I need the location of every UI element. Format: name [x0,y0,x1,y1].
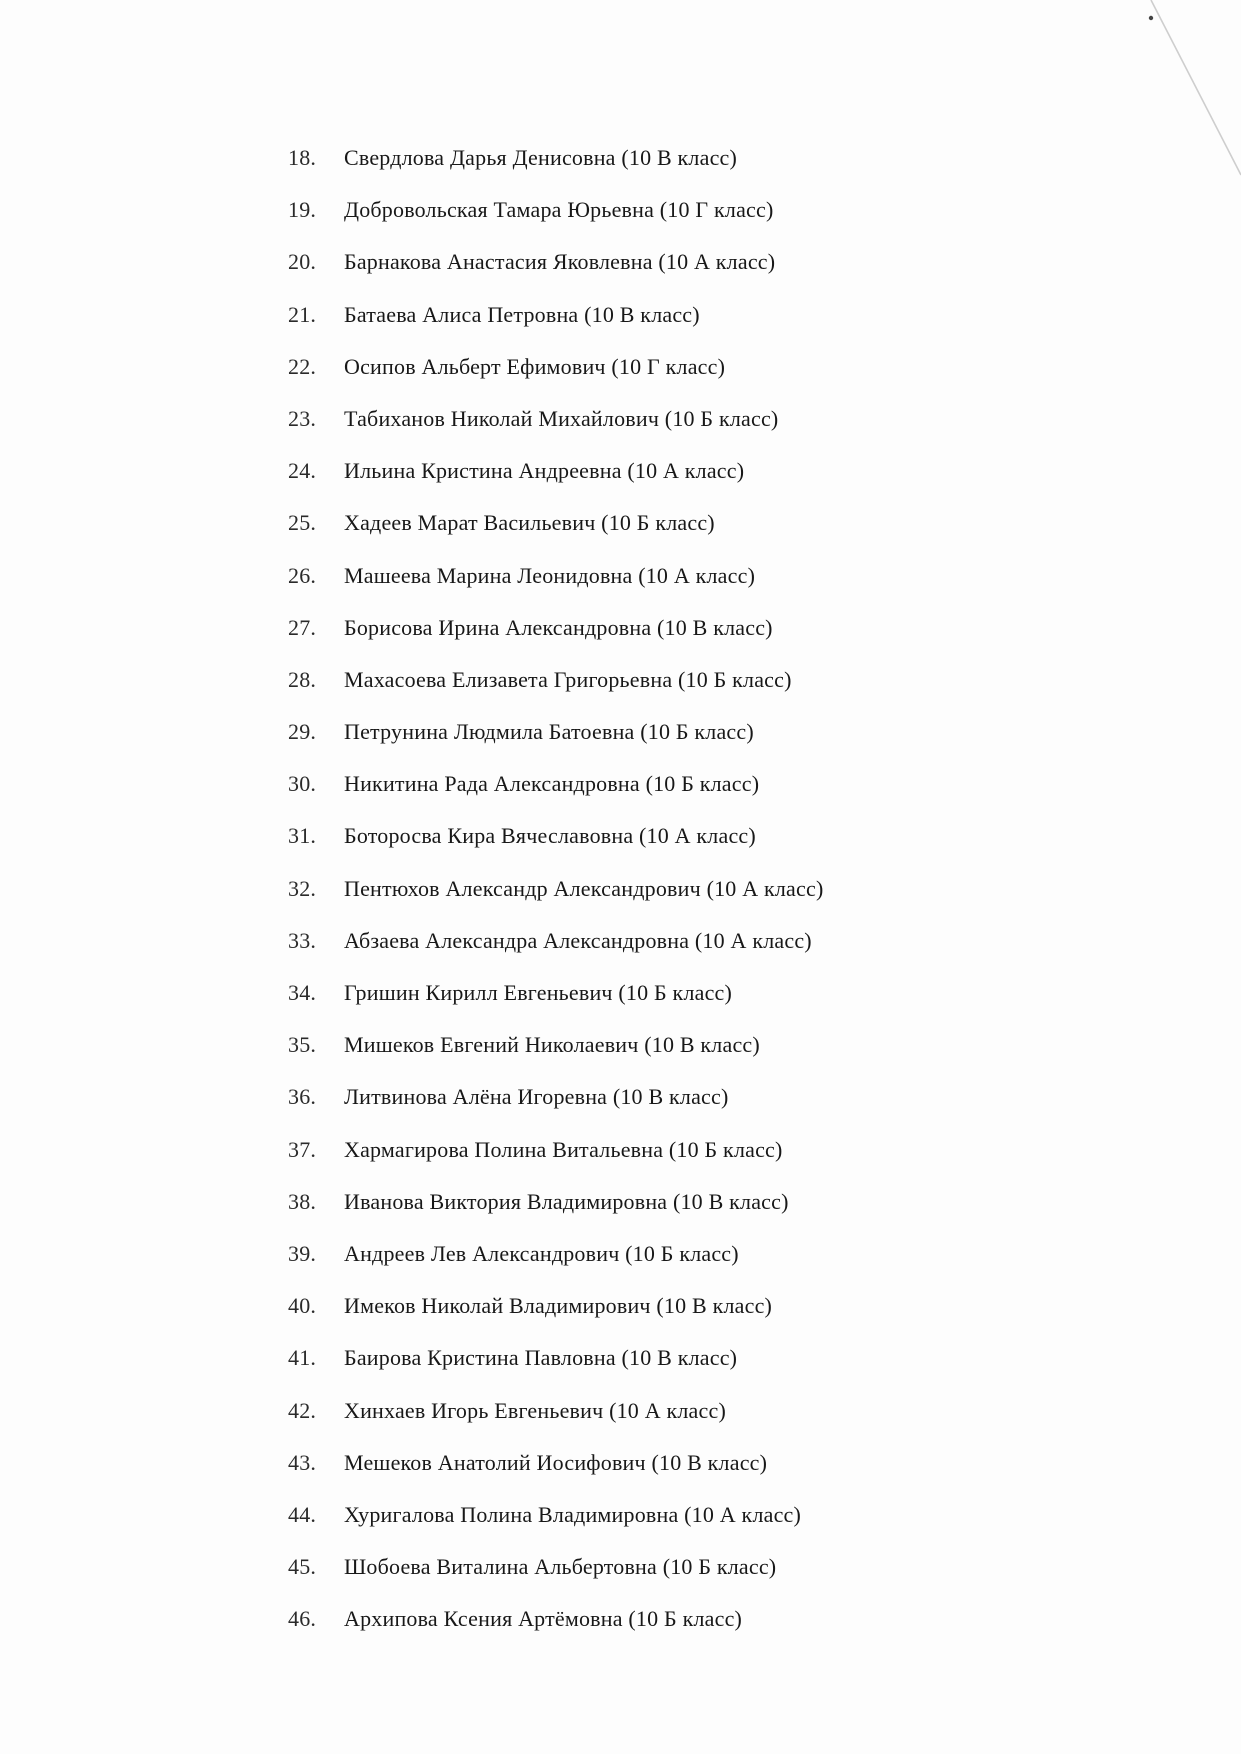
item-number: 27. [288,614,317,640]
list-item [288,1084,823,1136]
list-item [288,823,823,875]
item-number: 21. [288,301,317,327]
list-item [288,1398,823,1450]
list-item [288,771,823,823]
student-name: Барнакова Анастасия Яковлевна (10 А класс) [344,249,776,275]
student-name: Хадеев Марат Васильевич (10 Б класс) [344,510,715,536]
student-name: Добровольская Тамара Юрьевна (10 Г класс) [344,197,774,223]
item-number: 22. [288,353,317,379]
item-number: 26. [288,562,317,588]
list-item [288,1502,823,1554]
list-item [288,980,823,1032]
list-item [288,1137,823,1189]
student-list [288,145,823,1658]
list-item [288,249,823,301]
student-name: Петрунина Людмила Батоевна (10 Б класс) [344,719,754,745]
list-item [288,1032,823,1084]
list-item [288,1241,823,1293]
item-number: 34. [288,980,317,1005]
list-item [288,406,823,458]
list-item [288,1450,823,1502]
list-item [288,876,823,928]
student-name: Иванова Виктория Владимировна (10 В класс) [344,1188,789,1214]
list-item [288,1189,823,1241]
list-item [288,563,823,615]
scan-crease-mark [1121,0,1241,200]
list-item [288,667,823,719]
student-name: Машеева Марина Леонидовна (10 А класс) [344,562,756,588]
student-name: Литвинова Алёна Игоревна (10 В класс) [344,1084,729,1110]
list-item [288,1293,823,1345]
item-number: 18. [288,145,317,170]
student-name: Ильина Кристина Андреевна (10 А класс) [344,458,745,484]
item-number: 33. [288,927,317,953]
student-name: Табиханов Николай Михайлович (10 Б класс) [344,405,779,431]
list-item [288,928,823,980]
list-item [288,510,823,562]
list-item [288,145,823,197]
item-number: 36. [288,1084,317,1110]
student-name: Абзаева Александра Александровна (10 А класс) [344,927,812,953]
item-number: 44. [288,1501,317,1527]
student-name: Шобоева Виталина Альбертовна (10 Б класс) [344,1554,777,1580]
list-item [288,354,823,406]
student-name: Борисова Ирина Александровна (10 В класс) [344,614,773,640]
item-number: 24. [288,458,317,484]
item-number: 40. [288,1293,317,1319]
student-name: Андреев Лев Александрович (10 Б класс) [344,1240,739,1266]
item-number: 43. [288,1449,317,1475]
student-name: Хармагирова Полина Витальевна (10 Б класс) [344,1136,783,1162]
student-name: Гришин Кирилл Евгеньевич (10 Б класс) [344,980,733,1005]
item-number: 31. [288,823,317,849]
item-number: 42. [288,1397,317,1423]
item-number: 29. [288,719,317,745]
list-item [288,1345,823,1397]
student-name: Пентюхов Александр Александрович (10 А класс) [344,875,824,901]
list-item [288,1554,823,1606]
item-number: 41. [288,1345,317,1371]
student-name: Свердлова Дарья Денисовна (10 В класс) [344,145,738,170]
item-number: 37. [288,1136,317,1162]
student-name: Боторосва Кира Вячеславовна (10 А класс) [344,823,756,849]
student-name: Батаева Алиса Петровна (10 В класс) [344,301,700,327]
item-number: 39. [288,1240,317,1266]
item-number: 19. [288,197,317,223]
list-item [288,615,823,667]
item-number: 35. [288,1032,317,1058]
list-item [288,1606,823,1658]
student-name: Баирова Кристина Павловна (10 В класс) [344,1345,738,1371]
list-item [288,302,823,354]
student-name: Хуригалова Полина Владимировна (10 А класс) [344,1501,802,1527]
item-number: 38. [288,1188,317,1214]
item-number: 25. [288,510,317,536]
item-number: 28. [288,666,317,692]
list-item [288,458,823,510]
student-name: Архипова Ксения Артёмовна (10 Б класс) [344,1606,743,1632]
item-number: 20. [288,249,317,275]
list-item [288,197,823,249]
list-item [288,719,823,771]
student-name: Махасоева Елизавета Григорьевна (10 Б класс) [344,666,792,692]
item-number: 23. [288,405,317,431]
student-name: Никитина Рада Александровна (10 Б класс) [344,771,760,797]
student-name: Имеков Николай Владимирович (10 В класс) [344,1293,773,1319]
item-number: 45. [288,1554,317,1580]
item-number: 30. [288,771,317,797]
student-name: Мишеков Евгений Николаевич (10 В класс) [344,1032,760,1058]
item-number: 46. [288,1606,317,1632]
student-name: Мешеков Анатолий Иосифович (10 В класс) [344,1449,768,1475]
student-name: Осипов Альберт Ефимович (10 Г класс) [344,353,726,379]
item-number: 32. [288,875,317,901]
student-name: Хинхаев Игорь Евгеньевич (10 А класс) [344,1397,726,1423]
